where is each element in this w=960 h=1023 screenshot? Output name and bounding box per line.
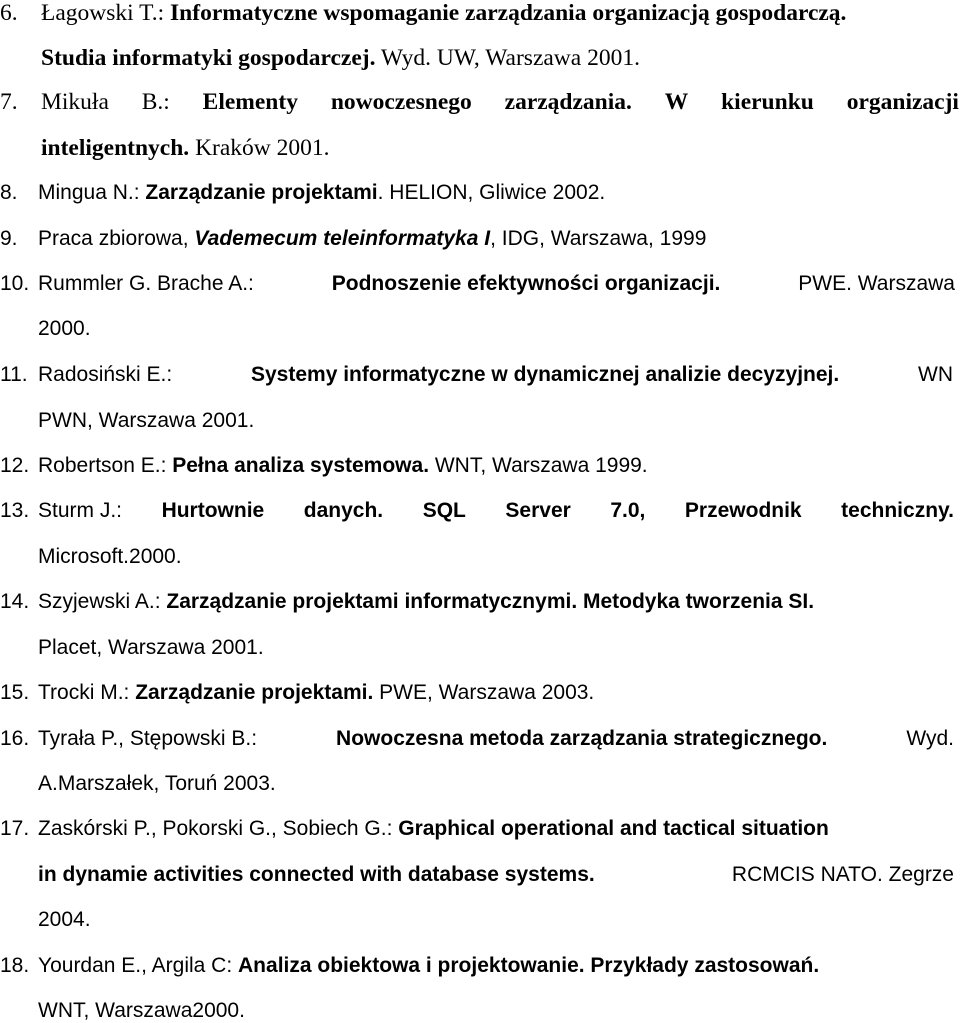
ref-title-cont: Studia informatyki gospodarczej. [41, 45, 376, 71]
ref-author: Tyrała P., Stępowski B.: [38, 727, 263, 750]
ref-title: Zarządzanie projektami informatycznymi. Metodyka tworzenia SI. [166, 590, 815, 613]
ref-author: Zaskórski P., Pokorski G., Sobiech G.: [38, 817, 399, 840]
ref-author: Mikuła [41, 89, 109, 115]
ref-number: 15. [0, 681, 30, 704]
ref-author: Szyjewski A.: [38, 590, 167, 613]
ref-author: Radosiński E.: [38, 363, 179, 386]
ref-title: kierunku [721, 89, 814, 115]
ref-publisher-cont: WNT, Warszawa2000. [38, 999, 245, 1022]
ref-13-line-2 [0, 546, 182, 567]
ref-17-line-2 [0, 864, 954, 885]
ref-title: SQL [422, 499, 466, 522]
ref-title: organizacji [846, 89, 959, 115]
ref-6-line-2 [0, 47, 640, 71]
ref-17-cont-words [38, 864, 954, 885]
ref-publisher-cont: 2000. [38, 317, 91, 340]
ref-10-line-1 [0, 273, 955, 294]
ref-number: 7. [0, 89, 18, 115]
ref-title: Graphical operational and tactical situation [398, 817, 829, 840]
indent-spacer [0, 864, 38, 885]
ref-number: 9. [0, 227, 18, 250]
ref-16-line-2 [0, 773, 276, 794]
ref-number: 12. [0, 454, 30, 477]
ref-title: zarządzania. [504, 89, 632, 115]
ref-number: 14. [0, 590, 30, 613]
ref-number: 18. [0, 954, 30, 977]
ref-8-line-1 [0, 182, 605, 203]
ref-author: Rummler G. Brache A.: [38, 272, 260, 295]
ref-author: Yourdan E., Argila C: [38, 954, 239, 977]
ref-publisher-cont: PWN, Warszawa 2001. [38, 409, 255, 432]
ref-publisher-cont: Microsoft.2000. [38, 545, 182, 568]
ref-title: W [664, 89, 689, 115]
ref-title: Pełna analiza systemowa. [172, 454, 430, 477]
ref-author: Łagowski T.: [41, 0, 171, 26]
ref-title: nowoczesnego [330, 89, 472, 115]
ref-publisher: . HELION, Gliwice 2002. [377, 181, 606, 204]
ref-18-line-2 [0, 1000, 245, 1021]
ref-number: 6. [0, 0, 18, 26]
ref-publisher: , IDG, Warszawa, 1999 [490, 227, 707, 250]
ref-16-line-1 [0, 728, 954, 749]
ref-17-line-1 [0, 818, 829, 839]
ref-title: Informatyczne wspomaganie zarządzania organizacją gospodarczą. [170, 0, 847, 26]
ref-title: Nowoczesna metoda zarządzania strategicznego. [336, 727, 828, 750]
ref-title-cont: inteligentnych. [41, 135, 190, 161]
ref-publisher-cont: 2004. [38, 908, 91, 931]
ref-11-line-2 [0, 410, 254, 431]
ref-number: 10. [0, 272, 30, 295]
ref-title-cont: in dynamie activities connected with database systems. [38, 863, 595, 886]
ref-author: B.: [141, 89, 170, 115]
ref-number: 13. [0, 499, 30, 522]
ref-number: 8. [0, 181, 18, 204]
ref-title: Vademecum teleinformatyka I [194, 227, 491, 250]
ref-16-words [38, 728, 954, 749]
ref-publisher: WNT, Warszawa 1999. [429, 454, 648, 477]
ref-15-line-1 [0, 682, 594, 703]
ref-7-line-2 [0, 137, 330, 161]
ref-10-words [38, 273, 955, 294]
ref-title: Podnoszenie efektywności organizacji. [331, 272, 721, 295]
ref-11-words [38, 364, 953, 385]
ref-title: techniczny. [841, 499, 954, 522]
ref-10-line-2 [0, 318, 91, 339]
ref-title: Przewodnik [684, 499, 802, 522]
ref-title: 7.0, [610, 499, 646, 522]
ref-14-line-2 [0, 637, 264, 658]
ref-7-words [41, 91, 959, 115]
ref-title: Systemy informatyczne w dynamicznej analizie decyzyjnej. [251, 363, 840, 386]
ref-publisher-cont: A.Marszałek, Toruń 2003. [38, 772, 276, 795]
ref-11-line-1 [0, 364, 953, 385]
ref-publisher: WN [912, 363, 953, 386]
ref-publisher: Kraków 2001. [189, 135, 330, 161]
ref-title: Server [505, 499, 571, 522]
ref-13-line-1 [0, 500, 954, 521]
ref-17-line-3 [0, 909, 91, 930]
ref-13-words [38, 500, 954, 521]
ref-12-line-1 [0, 455, 648, 476]
ref-author: Praca zbiorowa, [38, 227, 195, 250]
ref-author: Robertson E.: [38, 454, 173, 477]
ref-number: 11. [0, 363, 28, 386]
ref-publisher: Wyd. [900, 727, 954, 750]
ref-title: Zarządzanie projektami. [135, 681, 374, 704]
ref-title: Elementy [202, 89, 298, 115]
ref-14-line-1 [0, 591, 814, 612]
ref-publisher-cont: Placet, Warszawa 2001. [38, 636, 264, 659]
ref-title: Hurtownie [161, 499, 265, 522]
ref-author: Sturm J.: [38, 499, 123, 522]
ref-9-line-1 [0, 228, 706, 249]
ref-publisher: PWE, Warszawa 2003. [373, 681, 595, 704]
ref-number: 17. [0, 817, 30, 840]
ref-title: Zarządzanie projektami [145, 181, 378, 204]
ref-author: Mingua N.: [38, 181, 146, 204]
ref-author: Trocki M.: [38, 681, 136, 704]
ref-publisher: Wyd. UW, Warszawa 2001. [375, 45, 640, 71]
ref-title: danych. [303, 499, 384, 522]
ref-publisher: RCMCIS NATO. Zegrze [726, 863, 954, 886]
ref-18-line-1 [0, 955, 819, 976]
ref-publisher: PWE. Warszawa [792, 272, 955, 295]
ref-6-line-1 [0, 2, 846, 26]
ref-7-line-1 [0, 91, 959, 115]
ref-title: Analiza obiektowa i projektowanie. Przykłady zastosowań. [238, 954, 820, 977]
ref-number: 16. [0, 727, 30, 750]
